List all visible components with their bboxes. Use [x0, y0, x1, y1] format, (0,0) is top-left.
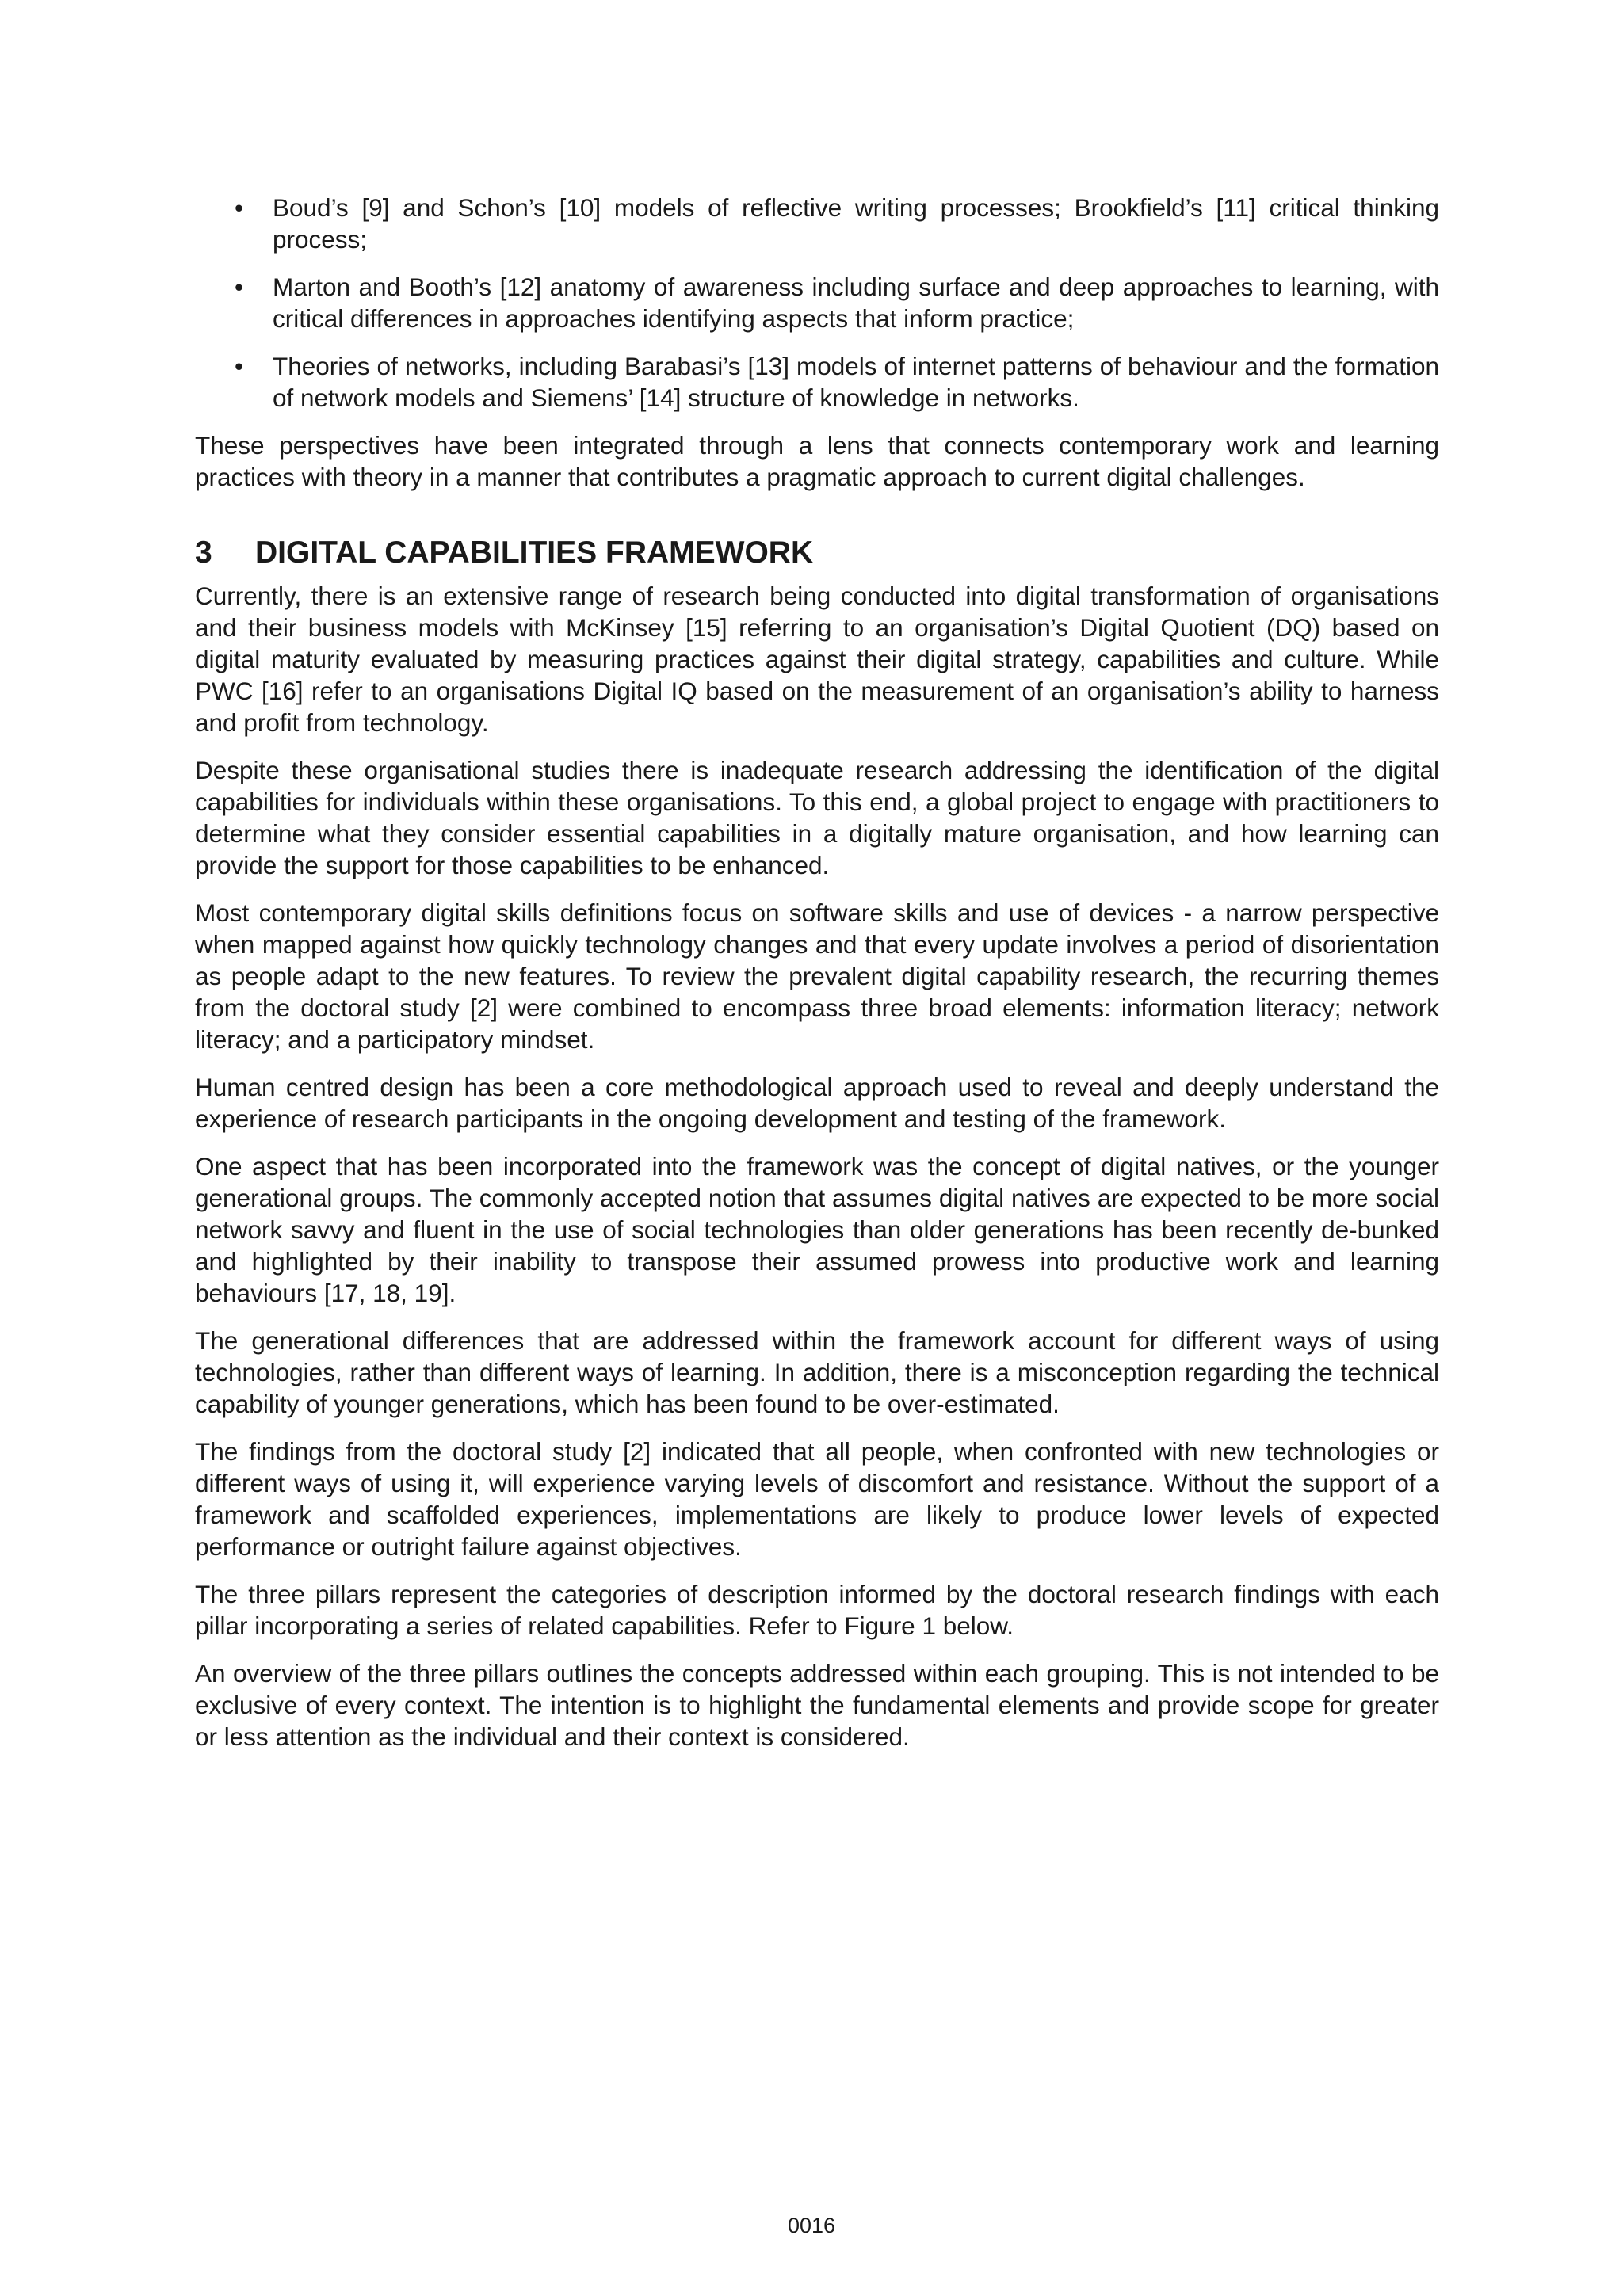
body-paragraph: Despite these organisational studies there is inadequate research addressing the identification of the digital capabilities for individuals within these organisations. To this end, a global project to engage with practitioners to determine what they consider essential capabilities in a digitally mature organisation, and how learning can provide the support for those capabilities to be enhanced. [195, 756, 1439, 879]
bullet-icon: • [235, 273, 244, 301]
bullet-text: Theories of networks, including Barabasi’s [13] models of internet patterns of behaviour and the formation of network models and Siemens’ [14] structure of knowledge in networks. [273, 352, 1439, 412]
section-title: DIGITAL CAPABILITIES FRAMEWORK [255, 536, 814, 570]
body-paragraph: The generational differences that are addressed within the framework account for different ways of using technologies, rather than different ways of learning. In addition, there is a misconception regarding the technical capability of younger generations, which has been found to be over-estimated. [195, 1326, 1439, 1418]
section-heading [195, 534, 1439, 572]
page-content [195, 192, 1439, 1768]
theory-bullet-list [195, 192, 1439, 414]
bullet-item [195, 350, 1439, 414]
body-paragraph: An overview of the three pillars outlines the concepts addressed within each grouping. This is not intended to be exclusive of every context. The intention is to highlight the fundamental elements and provide scope for greater or less attention as the individual and their context is considered. [195, 1659, 1439, 1751]
bullet-text: Boud’s [9] and Schon’s [10] models of reflective writing processes; Brookfield’s [11] critical thinking process; [273, 193, 1439, 254]
bullet-icon: • [235, 193, 244, 222]
body-paragraph: Most contemporary digital skills definitions focus on software skills and use of devices - a narrow perspective when mapped against how quickly technology changes and that every update involves a period of disorientation as people adapt to the new features. To review the prevalent digital capability research, the recurring themes from the doctoral study [2] were combined to encompass three broad elements: information literacy; network literacy; and a participatory mindset. [195, 898, 1439, 1054]
body-paragraph: Currently, there is an extensive range of research being conducted into digital transformation of organisations and their business models with McKinsey [15] referring to an organisation’s Digital Quotient (DQ) based on digital maturity evaluated by measuring practices against their digital strategy, capabilities and culture. While PWC [16] refer to an organisations Digital IQ based on the measurement of an organisation’s ability to harness and profit from technology. [195, 582, 1439, 737]
bullet-item [195, 192, 1439, 255]
body-paragraph: One aspect that has been incorporated into the framework was the concept of digital natives, or the younger generational groups. The commonly accepted notion that assumes digital natives are expected to be more social network savvy and fluent in the use of social technologies than older generations has been recently de-bunked and highlighted by their inability to transpose their assumed prowess into productive work and learning behaviours [17, 18, 19]. [195, 1152, 1439, 1307]
page-number: 0016 [787, 2214, 836, 2237]
body-paragraph: Human centred design has been a core methodological approach used to reveal and deeply understand the experience of research participants in the ongoing development and testing of the framework. [195, 1073, 1439, 1133]
bullet-icon: • [235, 352, 244, 380]
bullet-item [195, 271, 1439, 334]
section-number: 3 [195, 536, 212, 570]
intro-paragraph: These perspectives have been integrated through a lens that connects contemporary work and learning practices with theory in a manner that contributes a pragmatic approach to current digital challenges. [195, 431, 1439, 491]
bullet-text: Marton and Booth’s [12] anatomy of awareness including surface and deep approaches to learning, with critical differences in approaches identifying aspects that inform practice; [273, 273, 1439, 333]
body-paragraph: The three pillars represent the categories of description informed by the doctoral research findings with each pillar incorporating a series of related capabilities. Refer to Figure 1 below. [195, 1580, 1439, 1640]
body-paragraph: The findings from the doctoral study [2] indicated that all people, when confronted with new technologies or different ways of using it, will experience varying levels of discomfort and resistance. Without the support of a framework and scaffolded experiences, implementations are likely to produce lower levels of expected performance or outright failure against objectives. [195, 1437, 1439, 1561]
